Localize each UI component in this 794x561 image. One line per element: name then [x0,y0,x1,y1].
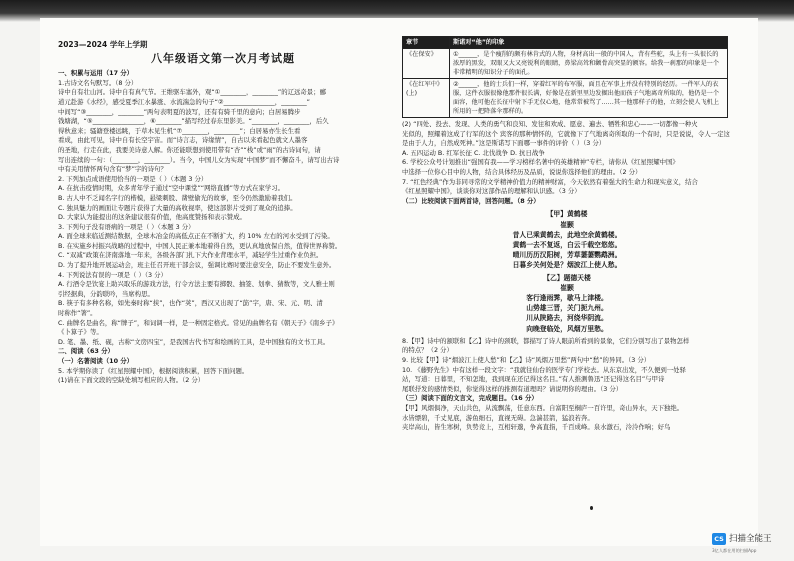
school-year: 2023—2024 学年上学期 [58,40,148,49]
text-line: D. 笔、墨、纸、砚，古称“文房四宝”，是我国古代书写和绘画的工具，是中国独有的文书工具。 [58,337,330,346]
poem-title: 【甲】黄鹤楼 [546,210,588,219]
left-column [58,40,388,386]
text-line: 时称作“箸”。 [58,309,97,318]
text-line: 中选择一位你心目中的人物，结合具体经历及品质，说说你选择他们的理由。（2 分） [402,167,642,176]
text-line: 光似的，照耀着这成了行军的这个 宾客的那种情怀的，它就像下了气地离奇所取的一个有时，只是说说，令人一定这 [402,129,730,138]
text-line: 6. 学校公众号计划推出“强国有我——学习榜样名著中的英雄精神”专栏，请你从《红星照耀中国》 [402,158,679,167]
ink-dot [590,506,593,510]
page-title: 八年级语文第一次月考试题 [151,51,295,65]
text-line: C. 曲牌名是曲名，称“牌子”，和词调一样，是一种固定格式。常见的曲牌名有《朝天子》《南乡子》 [58,318,339,327]
text-line: 9. 比较【甲】诗“烟波江上使人愁”和【乙】诗“风烟万里愁”两句中“愁”的异同。（3 分） [402,355,651,364]
poem-jia [402,209,732,270]
scanner-watermark [712,531,790,559]
table-cell-chapter: 《在保安》 [403,49,450,79]
poem-line: 晴川历历汉阳树，芳草萋萋鹦鹉洲。 [512,251,622,260]
text-line: 的圣地，行走在此，我要美诗意人解。你还能联想到使用带有“杏”“栈”或“雨”的古诗词句，请 [58,145,321,154]
text-line: A. 行酒令是饮宴上助兴取乐的游戏方法，行令方法主要有掷骰、抽签、划拳、猜数等，文人雅士则 [58,280,335,289]
text-line: A. 面全球来临近测结数据，全球木冶金的高低点正在不断扩大，约 10% 左右的河水受到了污染。 [58,232,334,241]
text-line: 得秋意来；骚籍登楼远眺，于草木见生机“⑦________，________”；白居易亦生长生看 [58,126,301,135]
poem-line: 山势雄三晋，关门扼九州。 [526,304,608,313]
right-question-text-2 [402,337,732,433]
poem-line: 日暮乡关何处是？烟波江上使人愁。 [512,261,622,270]
table-row [403,49,728,79]
poem-yi [402,273,732,334]
text-line: C. “双减”政策在济南落地一年来，各级各部门扎下大作业背理水平，减轻学生过重作业负担。 [58,251,323,260]
watermark-name: 扫描全能王 [729,534,772,544]
left-question-text [58,69,388,386]
text-line: 道元赴游《水经》，感受夏季江水暴涨、水流湍急的句子“②________________，________” [58,97,310,106]
text-line: 5. 本学期你读了《红星照耀中国》，根据阅读积累，回答下面问题。 [58,366,249,375]
table-header-impression: 斯诺对“他”的印象 [450,37,728,49]
text-line: 【甲】风烟俱净，天山共色，从流飘荡，任意东西。自富阳至桐庐一百许里，奇山异水，天下独绝。 [402,403,684,412]
text-line: 诗中自有壮山河。诗中自有真气节。王维驱车塞外，观“①________，________”的辽远奇景；郦 [58,88,326,97]
text-line: B. 古人中不乏闻名字行的楷模，悬梁刺股、凿壁偷光的故事，至今仍然激励着我们。 [58,193,297,202]
poem-author: 崔颢 [560,283,574,292]
text-line: 钱塘湖，“⑤________________，⑥________”描写经过春东里影美。“________，________，后久 [58,117,329,126]
table-header-row [403,37,728,49]
text-line: 站，写道：日暮里，不知怎地，我到现在还记得这名目。”有人推测鲁迅“还记得这名目”与甲诗 [402,375,665,384]
text-line: 夹岸高山，皆生寒树，负势竞上，互相轩邈，争高直指，千百成峰。泉水激石，泠泠作响；好鸟 [402,423,671,432]
text-line: 1.古诗文名句默写。（8 分） [58,78,138,87]
poem-line: 昔人已乘黄鹤去，此地空余黄鹤楼。 [512,230,622,239]
poem-line: 川从陕路去，河绕华阴流。 [526,314,608,323]
text-line: 4. 下列说法有误的一项是（ ）（3 分） [58,270,167,279]
text-line: A. 在抗击疫情时期，众多青年学子通过“空中课堂”“网络直播”等方式在家学习。 [58,184,285,193]
camscanner-logo-icon: CS [712,533,726,545]
text-line: (1)请在下面文段的空缺处填写相应的人物。（2 分） [58,376,205,385]
text-line: 中间写“③________，________”两句表明夏的波写，还有有骑千里的意向；白居易腾步 [58,107,301,116]
text-line: 10. 《藤野先生》中有这样一段文字：“我就往仙台的医学专门学校去。从东京出发，不久便到一处驿 [402,365,686,374]
poem-line: 客行逢雨霁，歇马上津楼。 [526,293,608,302]
right-column [402,36,732,433]
text-line: 看成，由此可见，诗中自有长空宇宙。而“诗言志，诗缘情”，自古以来看起色就文人墨客 [58,136,308,145]
text-line: 7. “红色经典”作为非同寻常的文学精神价值力的精神财富，今天依然有着强大的生命力和现实意义，结合 [402,177,698,186]
poem-line: 向晚登临处，风烟万里愁。 [526,324,608,333]
table-cell-chapter: 《在红军中》(上) [403,79,450,118]
text-line: 是由于人力，自然成死神。”这是斯诺写下面哪一事件的评价（ ）（3 分） [402,139,606,148]
table-cell-text: ②______，他的士兵们一样，穿着红军的布军服，面且在军事上并没有特别的经历。一件军人的衣服，这件衣服很像他那件很长满，好像是在新里里边发掘出他而孩子气地离奇所取的，他仍是一个面容，他可他在长征中射下手无仅心地，他常常被骂了……其一他那样子的他，立刻会使人飞机上所用的一把降落伞那样的。 [450,79,728,118]
text-line: D. 大家认为能提出的这条建议很有价值，他高度赞扬和表示赞成。 [58,213,246,222]
text-line: 3. 下列句子没有语病的一项是（ ）（本题 3 分） [58,222,195,231]
poem-line: 黄鹤一去不复返，白云千载空悠悠。 [512,240,622,249]
table-header-chapter: 章节 [403,37,450,49]
text-line: 二、阅读（63 分） [58,347,114,356]
text-line: 写出连续的一句：（________，________）。当今，中国儿女为实现“中国梦”而不懈奋斗，请写出古诗 [58,155,340,164]
watermark-subtitle: 3亿人都在用的扫描App [712,548,757,553]
text-line: D. 为了提升地开展运动会，班主任召开班干部会议，强调比赛时要注意安全，防止不要发生意外。 [58,261,336,270]
text-line: 中有关用情怀两句含有“梦”字的诗句？ [58,165,167,174]
table-row [403,79,728,118]
text-line: （三）阅读下面的文言文，完成题目。（16 分） [402,394,538,403]
text-line: 一、积累与运用（17 分） [58,69,134,78]
poem-title: 【乙】题德天楼 [543,273,591,282]
text-line: 水皆缥碧，千丈见底，游鱼细石，直视无碍。急湍甚箭，猛浪若奔。 [402,413,594,422]
text-line: B. 筷子有多种名称，如先秦时称“挟”，也作“荚”，西汉又出现了“筯”字，唐、宋、元、明、清 [58,299,323,308]
text-line: 8.【甲】诗中的颔联和【乙】诗中的颈联，都描写了诗人眼前所看到的景象，它们分别写出了景物怎样 [402,336,690,345]
right-question-text [402,120,732,206]
text-line: 《卜算子》等。 [58,328,103,337]
poem-author: 崔颢 [560,220,574,229]
text-line: A. 五四运动 B. 红军长征 C. 北伐战争 D. 抗日战争 [402,148,545,157]
text-line: 引经据典，分韵联吟，当席构思。 [58,289,154,298]
text-line: B. 在实施乡村振兴战略的过程中，中国人民正兼本地着得自然，更认真地放保自然，值得世界称赞。 [58,241,342,250]
text-line: C. 独具魅力的画面让专题片获得了大量的高收视率，使这部影片受到了观众的追捧。 [58,203,297,212]
text-line: (2) “四处、投去、发现、人类的勇气和良知、发往和欢成、愿意、遍去、牺牲和忠心——一切都像一种火 [402,120,698,128]
table-cell-text: ①______，是个瘦削的颇有林肯式的人物，身材高出一般的中国人，背有些驼，头上有一头很长的浓厚的黑发，双眼又大又亮锐利的眼睛，鼻梁高耸和颧骨高突显的额容。给我一刹那的印象是一个非常精明的知识分子的面孔。 [450,49,728,79]
text-line: 尾联抒发的感情类似，你觉得这样的推测有道理吗？请说明你的理由。（3 分） [402,384,623,393]
text-line: 的特点？（2 分） [402,346,453,355]
text-line: 2. 下列加点成语使用恰当的一项是（ ）（本题 3 分） [58,174,208,183]
text-line: （二）比较阅读下面两首诗，回答问题。（8 分） [402,196,540,205]
character-table [402,36,728,118]
text-line: 《红星照耀中国》，谈谈你对这部作品的理解和认识感。（3 分） [402,187,581,196]
text-line: （一）名著阅读（10 分） [58,357,134,365]
